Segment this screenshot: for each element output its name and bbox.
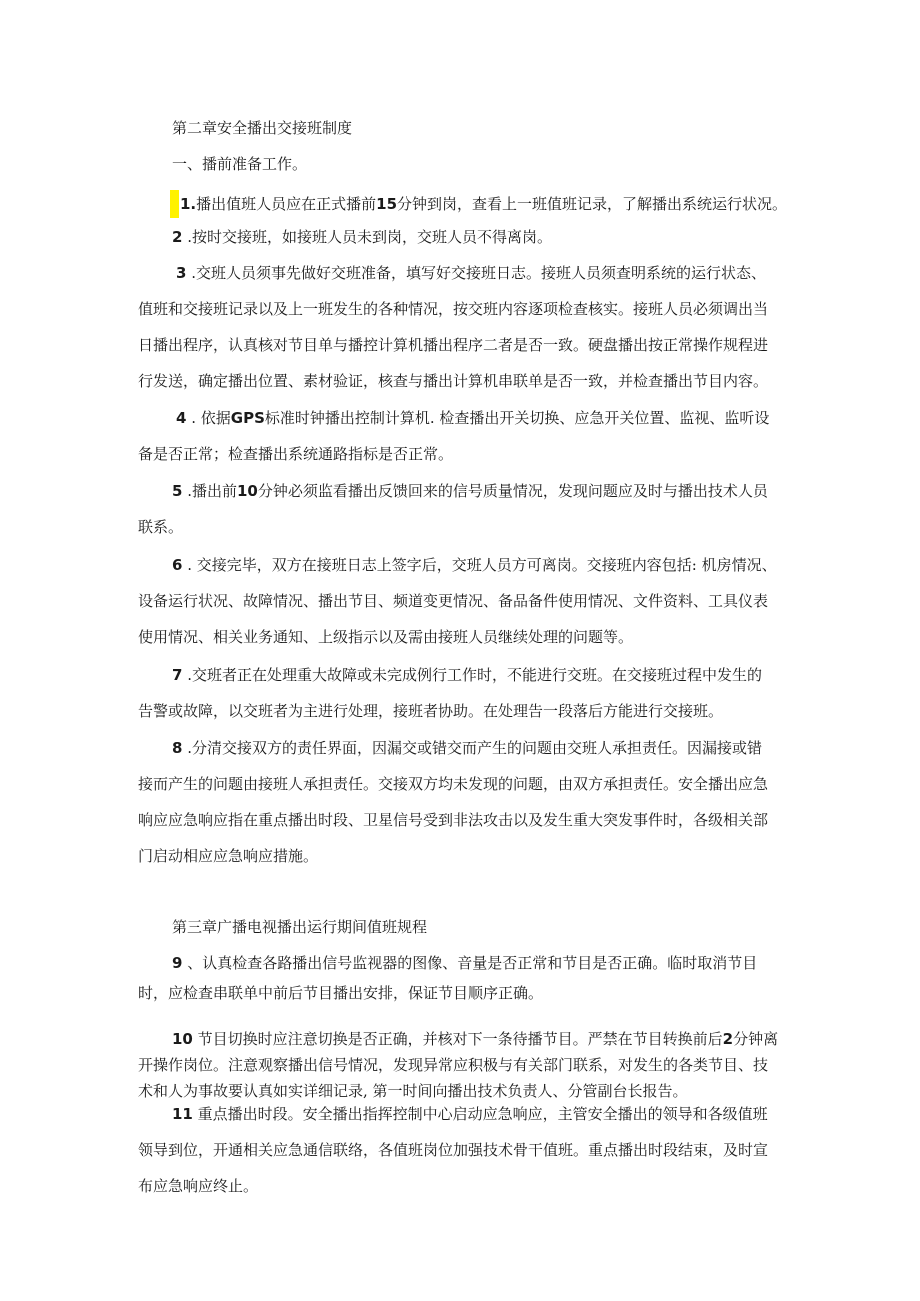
item-4 <box>138 408 788 464</box>
chapter-2-title: 第二章安全播出交接班制度 <box>172 119 353 137</box>
item-11 <box>138 1104 788 1196</box>
item-7-line-1: .交班者正在处理重大故障或未完成例行工作时，不能进行交班。在交接班过程中发生的 <box>187 666 762 684</box>
item-8-line-2: 接而产生的问题由接班人承担责任。交接双方均未发现的问题，由双方承担责任。安全播出应急 <box>138 775 769 793</box>
item-5-line-2: 联系。 <box>138 518 184 536</box>
item-8-number: 8 <box>172 739 183 757</box>
item-8-line-4: 门启动相应应急响应措施。 <box>138 847 319 865</box>
item-11-number: 11 <box>172 1105 193 1123</box>
item-9-number: 9 <box>172 954 183 972</box>
item-9-line-2: 时，应检查串联单中前后节目播出安排，保证节目顺序正确。 <box>138 984 544 1002</box>
highlight-mark <box>170 190 179 218</box>
item-6 <box>138 555 788 647</box>
item-8 <box>138 738 788 866</box>
item-7 <box>138 665 788 721</box>
item-3 <box>138 263 788 391</box>
item-10-number: 10 <box>172 1030 193 1048</box>
item-6-number: 6 <box>172 556 183 574</box>
item-4-text-b: 标准时钟播出控制计算机. 检查播出开关切换、应急开关位置、监视、监听设 <box>264 409 770 427</box>
item-9-line-1: 、认真检查各路播出信号监视器的图像、音量是否正常和节目是否正确。临时取消节目 <box>187 954 758 972</box>
item-10-line-3: 术和人为事故要认真如实详细记录, 第一时间向播出技术负责人、分管副台长报告。 <box>138 1082 688 1100</box>
item-8-line-1: .分清交接双方的责任界面，因漏交或错交而产生的问题由交班人承担责任。因漏接或错 <box>187 739 762 757</box>
item-10 <box>138 1029 788 1101</box>
item-10-text-b: 分钟离 <box>733 1030 779 1048</box>
item-2-number: 2 <box>172 228 183 246</box>
item-3-line-1: .交班人员须事先做好交班准备，填写好交接班日志。接班人员须查明系统的运行状态、 <box>191 264 766 282</box>
item-3-line-4: 行发送，确定播出位置、素材验证，核查与播出计算机串联单是否一致，并检查播出节目内容。 <box>138 372 769 390</box>
section-1-heading: 一、播前准备工作。 <box>172 155 308 173</box>
item-6-line-2: 设备运行状况、故障情况、播出节目、频道变更情况、备品备件使用情况、文件资料、工具仪表 <box>138 592 769 610</box>
item-5-text-a: .播出前 <box>187 482 237 500</box>
item-10-line-2: 开操作岗位。注意观察播出信号情况，发现异常应积极与有关部门联系，对发生的各类节目、技 <box>138 1056 769 1074</box>
item-5-minutes: 10 <box>237 482 258 500</box>
item-2-text: .按时交接班，如接班人员未到岗，交班人员不得离岗。 <box>187 228 552 246</box>
chapter-3-title: 第三章广播电视播出运行期间值班规程 <box>172 918 428 936</box>
item-3-line-2: 值班和交接班记录以及上一班发生的各种情况，按交班内容逐项检查核实。接班人员必须调出当 <box>138 300 769 318</box>
item-7-line-2: 告警或故障，以交班者为主进行处理，接班者协助。在处理告一段落后方能进行交接班。 <box>138 702 724 720</box>
item-9 <box>138 953 788 1003</box>
item-3-number: 3 <box>176 264 187 282</box>
item-11-line-2: 领导到位，开通相关应急通信联络，各值班岗位加强技术骨干值班。重点播出时段结束，及时宣 <box>138 1141 769 1159</box>
item-1-text-b: 分钟到岗，查看上一班值班记录，了解播出系统运行状况。 <box>397 195 788 213</box>
item-6-line-1: . 交接完毕，双方在接班日志上签字后，交班人员方可离岗。交接班内容包括: 机房情况、 <box>187 556 777 574</box>
item-5-number: 5 <box>172 482 183 500</box>
item-6-line-3: 使用情况、相关业务通知、上级指示以及需由接班人员继续处理的问题等。 <box>138 628 634 646</box>
item-4-line-2: 备是否正常；检查播出系统通路指标是否正常。 <box>138 445 454 463</box>
item-1 <box>170 190 820 218</box>
item-8-line-3: 响应应急响应指在重点播出时段、卫星信号受到非法攻击以及发生重大突发事件时，各级相关部 <box>138 811 769 829</box>
item-4-gps: GPS <box>230 409 265 427</box>
item-4-number: 4 <box>176 409 187 427</box>
item-10-text-a: 节目切换时应注意切换是否正确，并核对下一条待播节目。严禁在节目转换前后 <box>192 1030 723 1048</box>
item-1-minutes: 15 <box>376 195 398 213</box>
item-5-text-b: 分钟必须监看播出反馈回来的信号质量情况，发现问题应及时与播出技术人员 <box>257 482 768 500</box>
item-1-text-a: 播出值班人员应在正式播前 <box>196 195 377 213</box>
item-10-minutes: 2 <box>722 1030 734 1048</box>
item-5 <box>138 481 788 537</box>
item-2 <box>172 227 822 247</box>
item-7-number: 7 <box>172 666 183 684</box>
item-4-text-a: . 依据 <box>191 409 231 427</box>
item-3-line-3: 日播出程序，认真核对节目单与播控计算机播出程序二者是否一致。硬盘播出按正常操作规程进 <box>138 336 769 354</box>
item-11-line-1: 重点播出时段。安全播出指挥控制中心启动应急响应，主管安全播出的领导和各级值班 <box>192 1105 768 1123</box>
item-11-line-3: 布应急响应终止。 <box>138 1177 259 1195</box>
item-1-number: 1. <box>180 195 197 213</box>
